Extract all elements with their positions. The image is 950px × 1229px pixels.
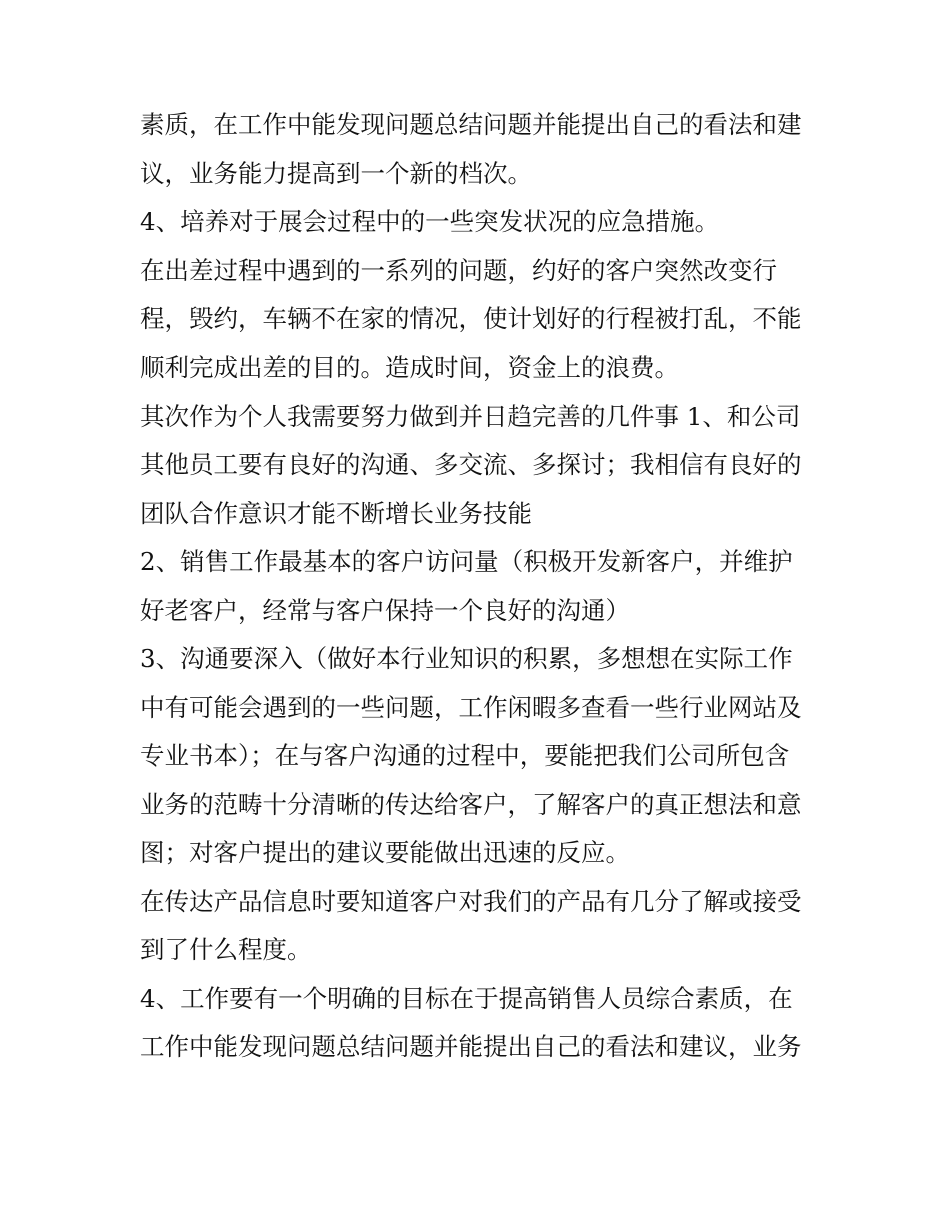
text-line: 业务的范畴十分清晰的传达给客户，了解客户的真正想法和意 [140,790,802,819]
text-line: 在传达产品信息时要知道客户对我们的产品有几分了解或接受 [140,887,802,916]
text-line: 图；对客户提出的建议要能做出迅速的反应。 [140,838,630,867]
text-line: 到了什么程度。 [140,935,312,964]
text-line: 在出差过程中遇到的一系列的问题，约好的客户突然改变行 [140,256,777,285]
text-line: 好老客户，经常与客户保持一个良好的沟通） [140,596,630,625]
text-line: 4、工作要有一个明确的目标在于提高销售人员综合素质，在 [140,984,793,1013]
text-line: 议，业务能力提高到一个新的档次。 [140,159,532,188]
text-line: 团队合作意识才能不断增长业务技能 [140,499,532,528]
text-line: 顺利完成出差的目的。造成时间，资金上的浪费。 [140,353,679,382]
text-line: 专业书本）；在与客户沟通的过程中，要能把我们公司所包含 [140,741,790,770]
text-line: 素质，在工作中能发现问题总结问题并能提出自己的看法和建 [140,110,802,139]
text-line: 中有可能会遇到的一些问题，工作闲暇多查看一些行业网站及 [140,693,802,722]
text-line: 4、培养对于展会过程中的一些突发状况的应急措施。 [140,207,720,236]
text-line: 3、沟通要深入（做好本行业知识的积累，多想想在实际工作 [140,644,793,673]
text-line: 其次作为个人我需要努力做到并日趋完善的几件事 1、和公司 [140,402,801,431]
text-line: 2、销售工作最基本的客户访问量（积极开发新客户，并维护 [140,547,793,576]
text-line: 程，毁约，车辆不在家的情况，使计划好的行程被打乱，不能 [140,304,802,333]
text-line: 其他员工要有良好的沟通、多交流、多探讨；我相信有良好的 [140,450,802,479]
text-line: 工作中能发现问题总结问题并能提出自己的看法和建议，业务 [140,1032,802,1061]
